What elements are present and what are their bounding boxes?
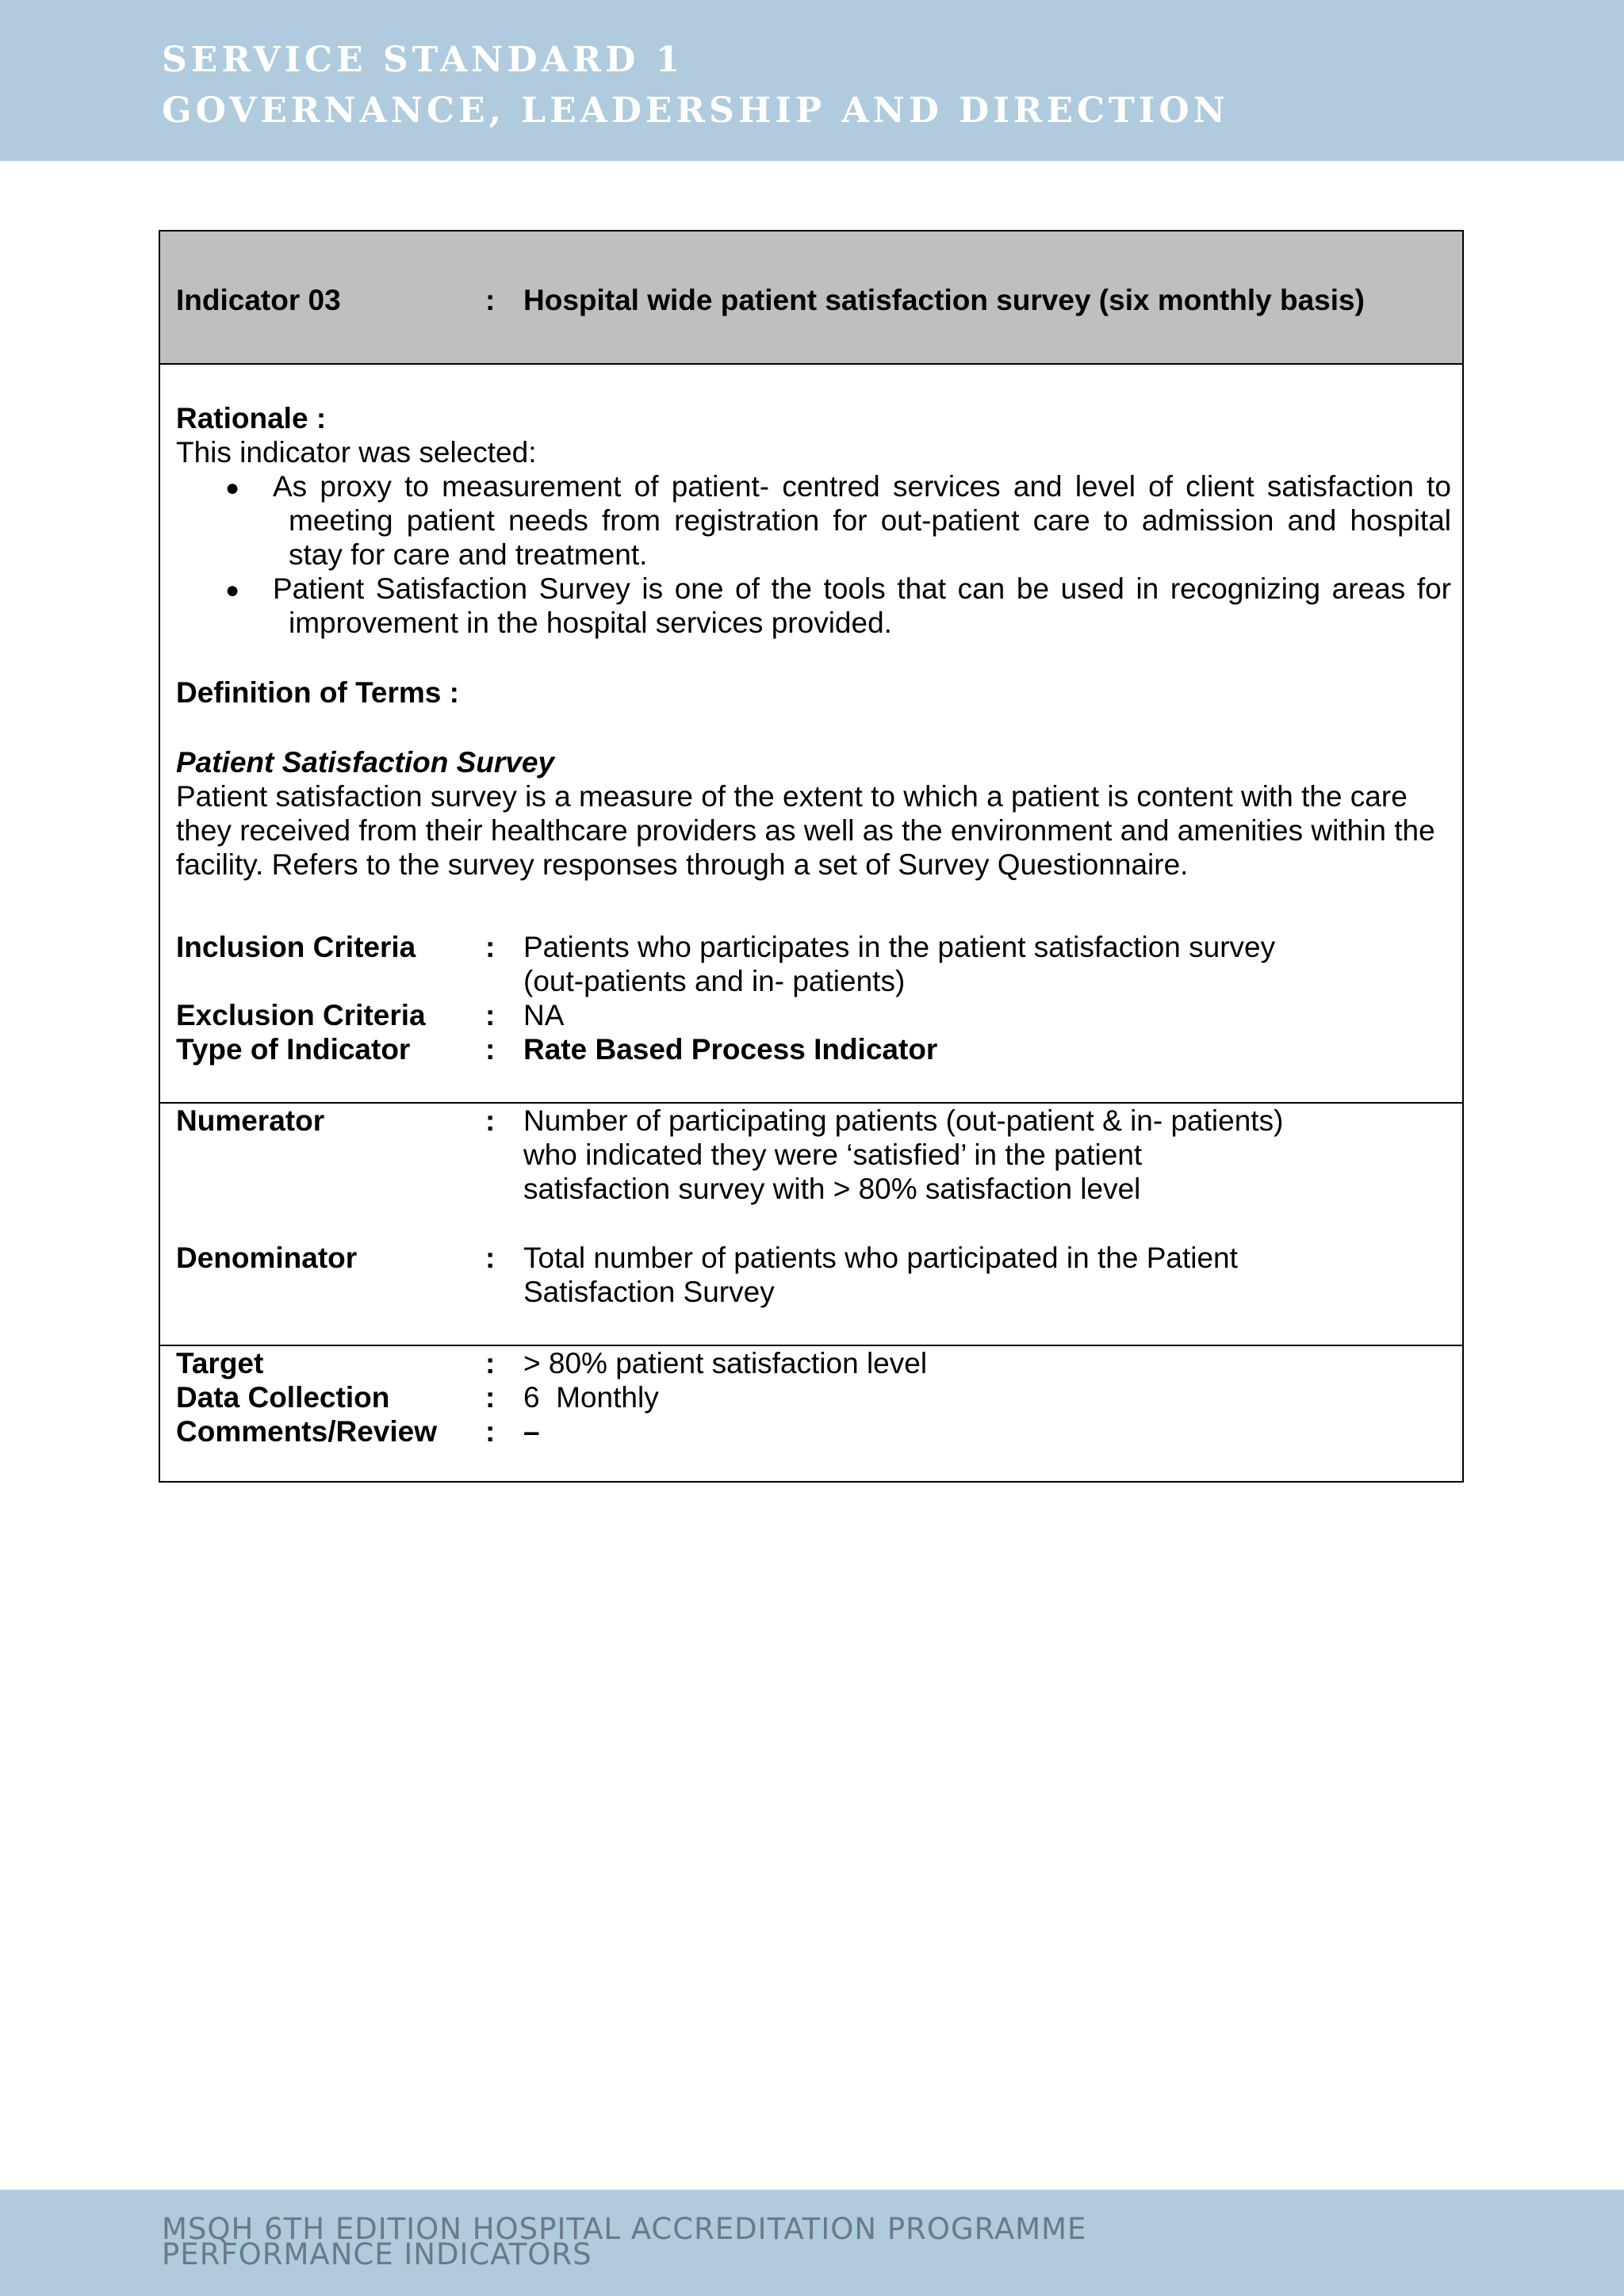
colon: : (485, 1033, 496, 1066)
indicator-type-value: Rate Based Process Indicator (523, 1033, 938, 1066)
comments-review-value: – (523, 1415, 540, 1448)
target-value: > 80% patient satisfaction level (523, 1347, 928, 1380)
definition-text: Patient satisfaction survey is a measure of the extent to which a patient is content with the care they received from their healthcare providers as well as the environment and amenities within the facility. Refers to the survey responses through a set of Survey Questionnaire. (176, 780, 1435, 881)
header-standard-title: GOVERNANCE, LEADERSHIP AND DIRECTION (162, 90, 1229, 131)
colon: : (485, 999, 496, 1031)
rationale-bullet-2: Patient Satisfaction Survey is one of the tools that can be used in recognizing areas for improvement in the hospital services provided. (273, 572, 1451, 639)
bullet-icon: ● (225, 577, 240, 603)
page-footer (0, 2190, 1624, 2296)
exclusion-criteria-label: Exclusion Criteria (176, 999, 426, 1031)
data-collection-value: 6 Monthly (523, 1381, 659, 1414)
inclusion-criteria-label: Inclusion Criteria (176, 931, 416, 963)
definition-heading: Definition of Terms : (176, 676, 459, 709)
footer-programme: MSQH 6TH EDITION HOSPITAL ACCREDITATION PROGRAMME (162, 2212, 1087, 2246)
numerator-label: Numerator (176, 1104, 325, 1137)
target-label: Target (176, 1347, 264, 1380)
numerator-value-2: who indicated they were ‘satisfied’ in the patient (523, 1138, 1143, 1171)
header-standard-number: SERVICE STANDARD 1 (162, 40, 684, 80)
colon: : (485, 1381, 496, 1414)
colon: : (485, 931, 496, 963)
numerator-value-1: Number of participating patients (out-patient & in- patients) (523, 1104, 1284, 1137)
numerator-value-3: satisfaction survey with > 80% satisfaction level (523, 1173, 1141, 1205)
page-header (0, 0, 1624, 161)
bullet-icon: ● (225, 475, 240, 501)
colon: : (485, 1242, 496, 1274)
denominator-value-1: Total number of patients who participated in the Patient (523, 1242, 1238, 1274)
inclusion-criteria-value-1: Patients who participates in the patient satisfaction survey (523, 931, 1276, 963)
inclusion-criteria-value-2: (out-patients and in- patients) (523, 965, 906, 997)
colon: : (485, 1347, 496, 1380)
rationale-bullet-1: As proxy to measurement of patient- centred services and level of client satisfaction to meeting patient needs from registration for out-patient care to admission and hospital stay for care and treatment. (273, 470, 1451, 571)
indicator-colon: : (485, 284, 496, 316)
comments-review-label: Comments/Review (176, 1415, 437, 1448)
colon: : (485, 1104, 496, 1137)
definition-term: Patient Satisfaction Survey (176, 746, 555, 779)
denominator-label: Denominator (176, 1242, 358, 1274)
exclusion-criteria-value: NA (523, 999, 565, 1031)
colon: : (485, 1415, 496, 1448)
rationale-intro: This indicator was selected: (176, 436, 537, 469)
footer-subtitle: PERFORMANCE INDICATORS (162, 2237, 592, 2271)
indicator-title: Hospital wide patient satisfaction survey (six monthly basis) (523, 284, 1365, 316)
indicator-type-label: Type of Indicator (176, 1033, 411, 1066)
indicator-header-row (160, 232, 1462, 365)
data-collection-label: Data Collection (176, 1381, 390, 1414)
denominator-value-2: Satisfaction Survey (523, 1276, 775, 1308)
rationale-heading: Rationale : (176, 402, 327, 434)
indicator-table (159, 230, 1464, 1483)
indicator-label: Indicator 03 (176, 284, 341, 316)
